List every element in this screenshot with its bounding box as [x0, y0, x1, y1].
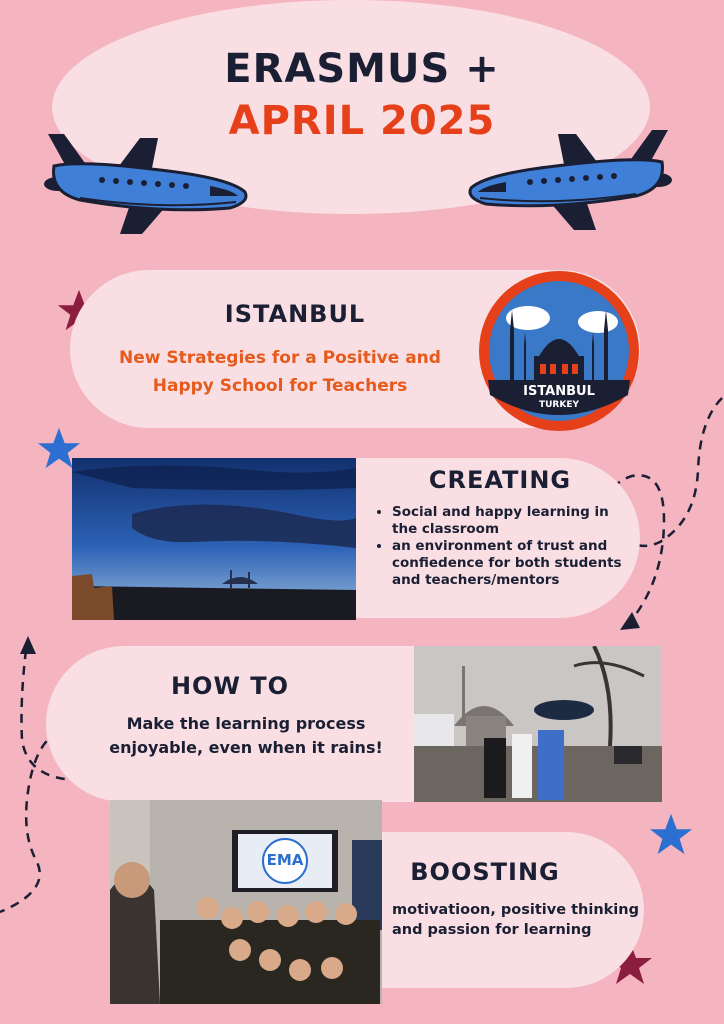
boosting-text	[392, 900, 644, 940]
screen-logo: EMA	[266, 851, 304, 869]
boosting-line2: and passion for learning	[392, 922, 592, 938]
group-photo	[110, 800, 382, 1004]
sunset-photo	[72, 458, 356, 620]
creating-heading: CREATING	[428, 466, 572, 494]
istanbul-subtitle-line1: New Strategies for a Positive and	[119, 348, 441, 368]
rainy-street-photo	[414, 646, 662, 802]
title-date: APRIL 2025	[228, 98, 496, 144]
title-erasmus: ERASMUS +	[224, 46, 500, 92]
howto-line2: enjoyable, even when it rains!	[109, 738, 383, 757]
boosting-line1: motivatioon, positive thinking	[392, 902, 639, 918]
boosting-heading: BOOSTING	[410, 858, 560, 886]
badge-line2: TURKEY	[538, 400, 580, 410]
creating-bullet: • Social and happy learning in the classroom	[392, 504, 636, 538]
howto-line1: Make the learning process	[126, 714, 366, 733]
creating-bullet: • an environment of trust and confiedence for both students and teachers/mentors	[392, 538, 636, 589]
badge-line1: ISTANBUL	[523, 384, 595, 399]
istanbul-subtitle-line2: Happy School for Teachers	[152, 376, 408, 396]
istanbul-heading: ISTANBUL	[224, 300, 366, 328]
creating-bullet-list	[376, 504, 636, 589]
istanbul-subtitle	[90, 344, 470, 400]
howto-heading: HOW TO	[170, 672, 290, 700]
istanbul-badge	[478, 270, 640, 432]
howto-text	[96, 712, 396, 760]
